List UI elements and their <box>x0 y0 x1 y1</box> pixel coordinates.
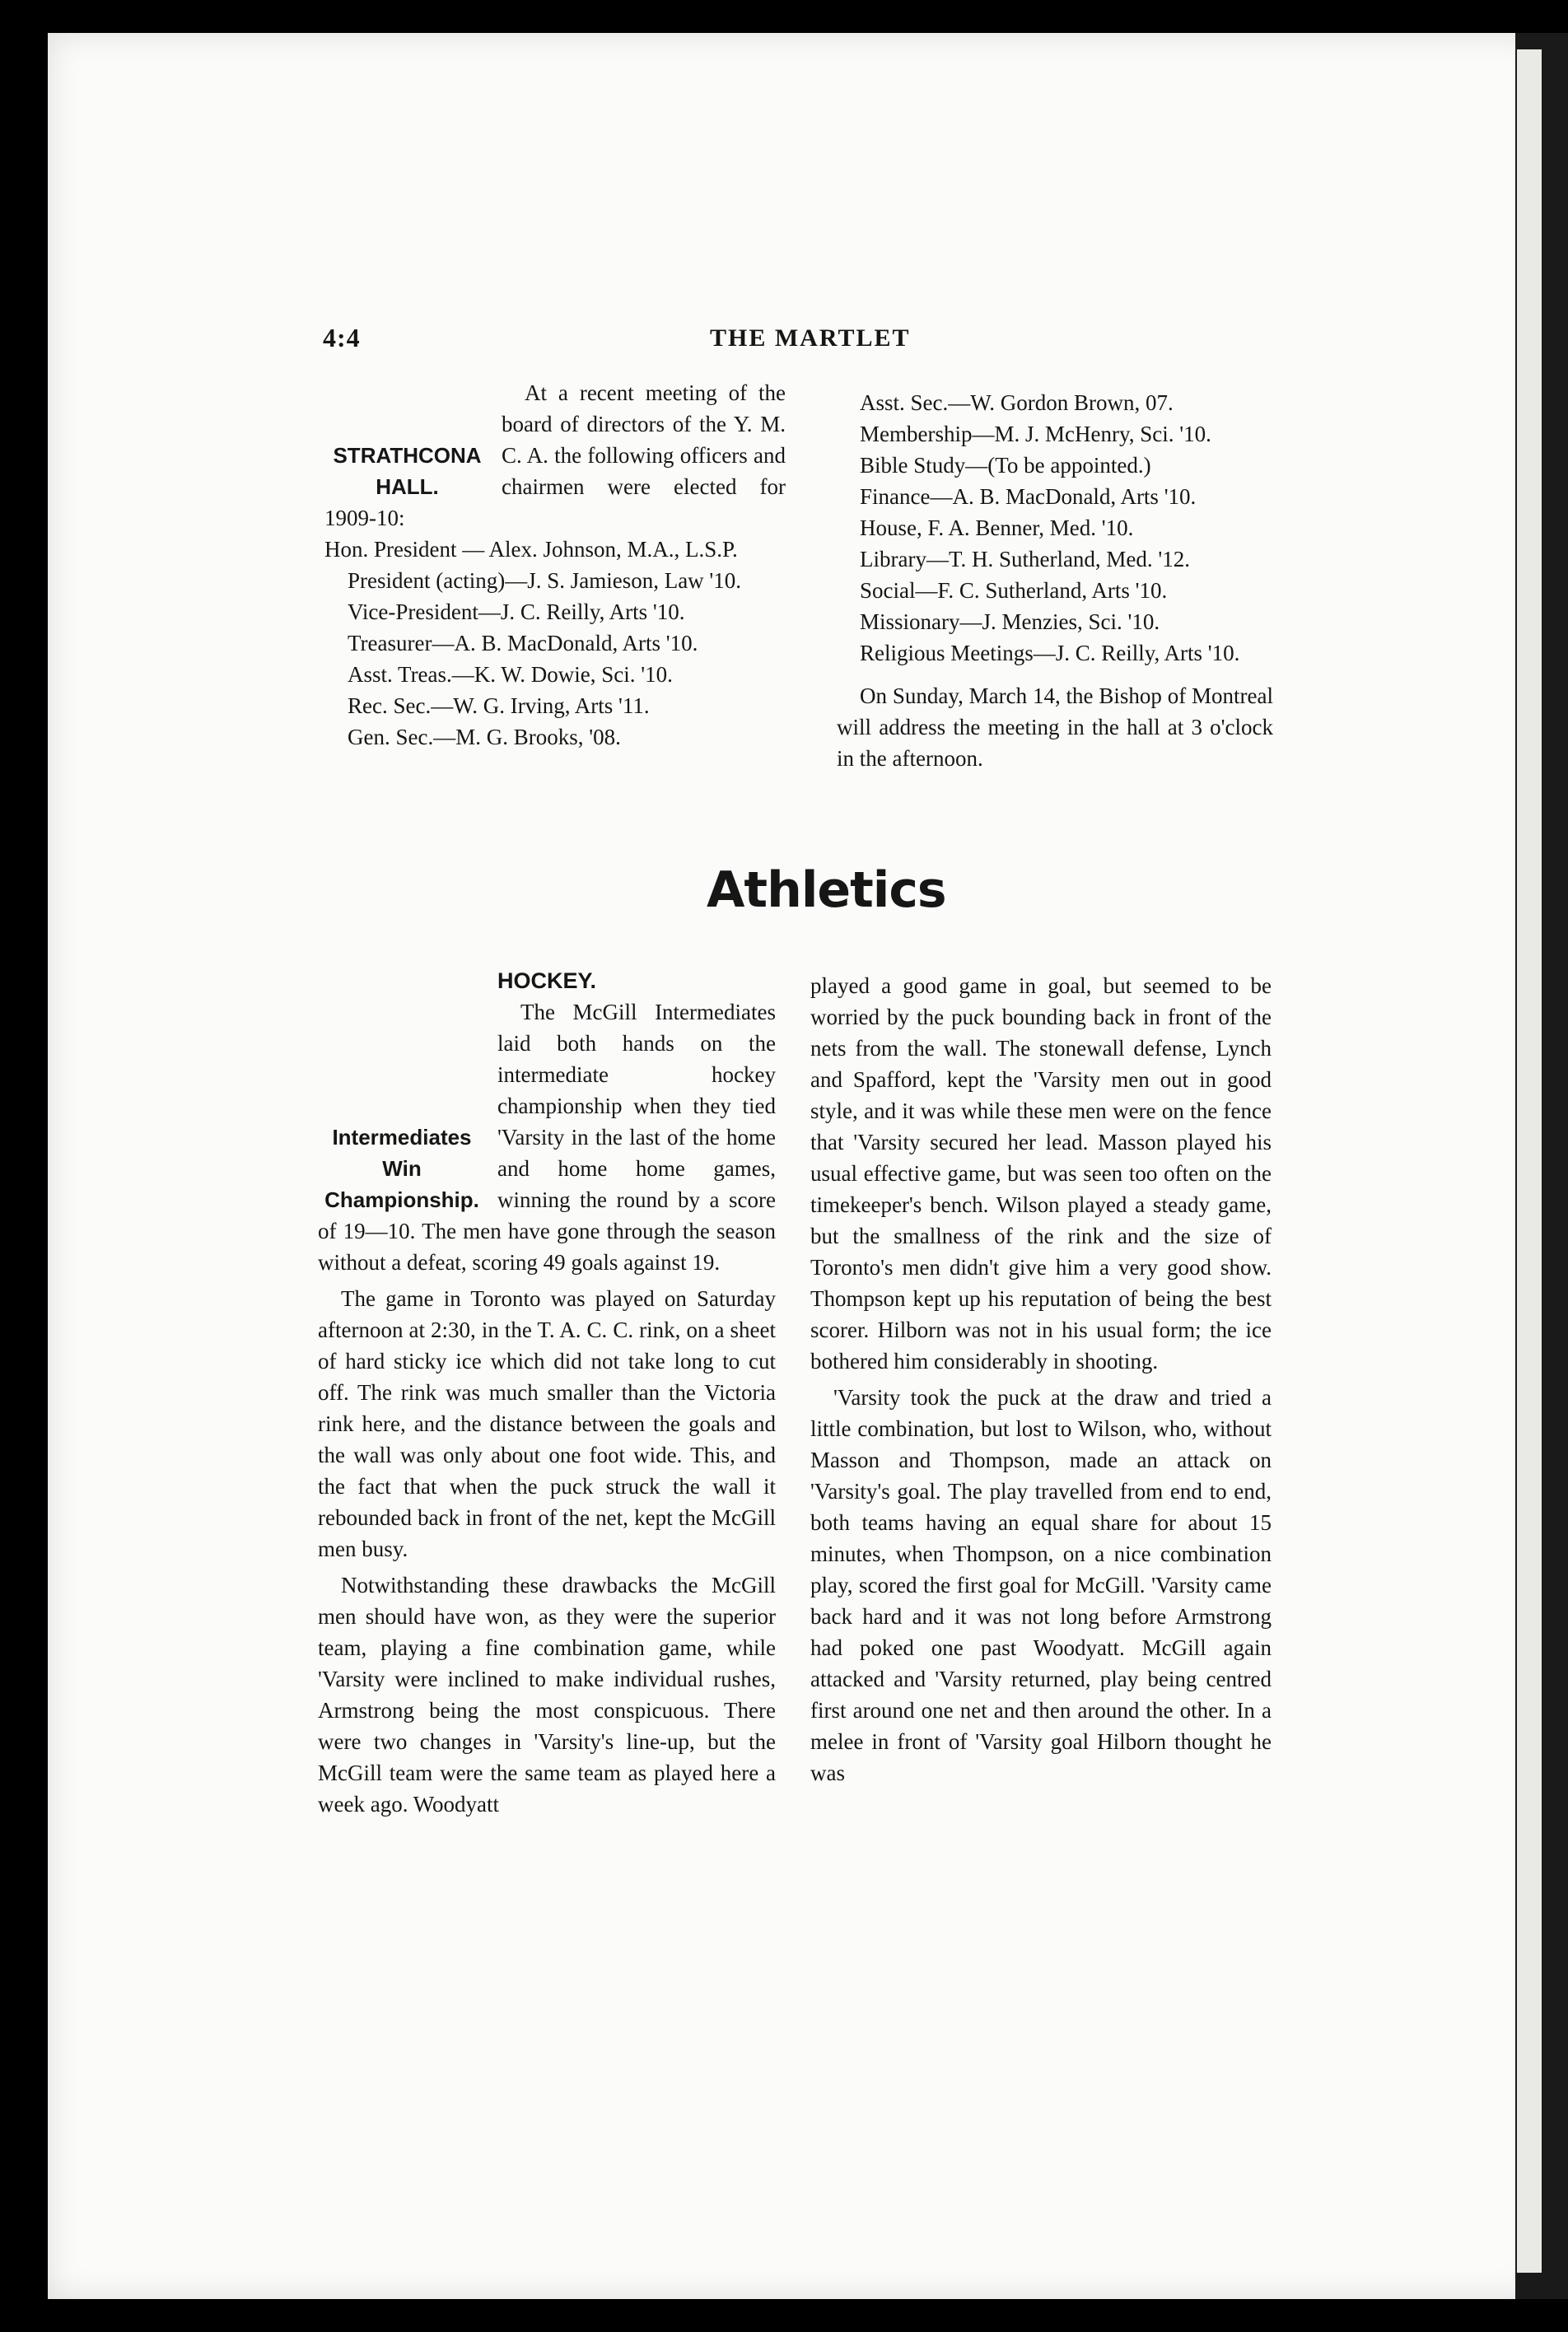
chairman-entry: Bible Study—(To be appointed.) <box>860 453 1151 478</box>
article-paragraph: The game in Toronto was played on Saturday afternoon at 2:30, in the T. A. C. C. rink, on a sheet of hard sticky ice which did not take long to cut off. The rink was much smaller than the Victoria rink here, and the distance between the goals and the wall was only about one foot wide. This, and the fact that when the puck struck the wall it rebounded back in front of the net, kept the McGill men busy. <box>318 1286 776 1561</box>
chairman-entry: House, F. A. Benner, Med. '10. <box>860 515 1134 540</box>
page-number: 4:4 <box>323 323 361 352</box>
page-header <box>323 323 1275 356</box>
chairman-entry: Social—F. C. Sutherland, Arts '10. <box>860 578 1168 603</box>
officer-entry: President (acting)—J. S. Jamieson, Law '10. <box>348 568 742 593</box>
officer-entry: Rec. Sec.—W. G. Irving, Arts '11. <box>348 693 650 718</box>
ymca-chairmen-column <box>837 387 1273 774</box>
ymca-intro: At a recent meeting of the board of directors of the Y. M. C. A. the following officers and chairmen were elected for 1909-10: <box>324 380 786 530</box>
athletics-left-column <box>318 965 776 1820</box>
officer-entry: Vice-President—J. C. Reilly, Arts '10. <box>348 599 685 624</box>
side-heading-line: Win <box>382 1156 422 1181</box>
side-heading-line: STRATHCONA <box>333 443 482 468</box>
chairman-entry: Asst. Sec.—W. Gordon Brown, 07. <box>860 390 1174 415</box>
hockey-heading: HOCKEY. <box>497 968 597 993</box>
article-paragraph: played a good game in goal, but seemed to be worried by the puck bounding back in front of the nets from the wall. The stonewall defense, Lynch and Spafford, kept the 'Varsity men out in good style, and it was while these men were on the fence that 'Varsity secured her lead. Masson played his usual effective game, but was seen too often on the timekeeper's bench. Wilson played a steady game, but the smallness of the rink and the size of Toronto's men didn't give him a very good show. Thompson kept up his reputation of being the best scorer. Hilborn was not in his usual form; the ice bothered him considerably in shooting. <box>810 973 1272 1374</box>
side-heading-line: Championship. <box>324 1187 479 1212</box>
running-title: THE MARTLET <box>710 324 911 352</box>
ymca-officers-column <box>324 377 786 753</box>
officer-entry: Gen. Sec.—M. G. Brooks, '08. <box>348 725 621 749</box>
article-paragraph: Notwithstanding these drawbacks the McGill men should have won, as they were the superior team, playing a fine combination game, while 'Varsity were inclined to make individual rushes, Armstrong being the most conspicuous. There were two changes in 'Varsity's line-up, but the McGill team were the same team as played here a week ago. Woodyatt <box>318 1573 776 1817</box>
chairman-entry: Library—T. H. Sutherland, Med. '12. <box>860 547 1191 571</box>
page <box>48 33 1540 2299</box>
officer-entry: Asst. Treas.—K. W. Dowie, Sci. '10. <box>348 662 673 687</box>
officer-entry: Treasurer—A. B. MacDonald, Arts '10. <box>348 631 698 655</box>
side-heading-strathcona <box>323 440 492 502</box>
chairman-entry: Membership—M. J. McHenry, Sci. '10. <box>860 422 1211 446</box>
ymca-announcement: On Sunday, March 14, the Bishop of Montreal will address the meeting in the hall at 3 o'clock in the afternoon. <box>837 683 1273 771</box>
chairman-entry: Missionary—J. Menzies, Sci. '10. <box>860 609 1160 634</box>
athletics-right-column <box>810 970 1272 1789</box>
side-heading-line: HALL. <box>376 474 439 499</box>
section-title-athletics: Athletics <box>707 861 946 919</box>
article-paragraph: The McGill Intermediates laid both hands on the intermediate hockey championship when they tied 'Varsity in the last of the home and home home games, winning the round by a score of 19—10. The men have gone through the season without a defeat, scoring 49 goals against 19. <box>318 1000 776 1275</box>
article-paragraph: 'Varsity took the puck at the draw and tried a little combination, but lost to Wilson, who, without Masson and Thompson, made an attack on 'Varsity's goal. The play travelled from end to end, both teams having an equal share for about 15 minutes, when Thompson, on a nice combination play, scored the first goal for McGill. 'Varsity came back hard and it was not long before Armstrong had poked one past Woodyatt. McGill again attacked and 'Varsity returned, play being centred first around one net and then around the other. In a melee in front of 'Varsity goal Hilborn thought he was <box>810 1385 1272 1785</box>
chairman-entry: Finance—A. B. MacDonald, Arts '10. <box>860 484 1197 509</box>
side-heading-intermediates <box>316 1122 488 1215</box>
chairman-entry: Religious Meetings—J. C. Reilly, Arts '10. <box>860 641 1240 665</box>
side-heading-line: Intermediates <box>332 1125 472 1150</box>
officer-entry: Hon. President — Alex. Johnson, M.A., L.S.P. <box>324 537 738 562</box>
adjacent-page-strip <box>1517 49 1542 2273</box>
